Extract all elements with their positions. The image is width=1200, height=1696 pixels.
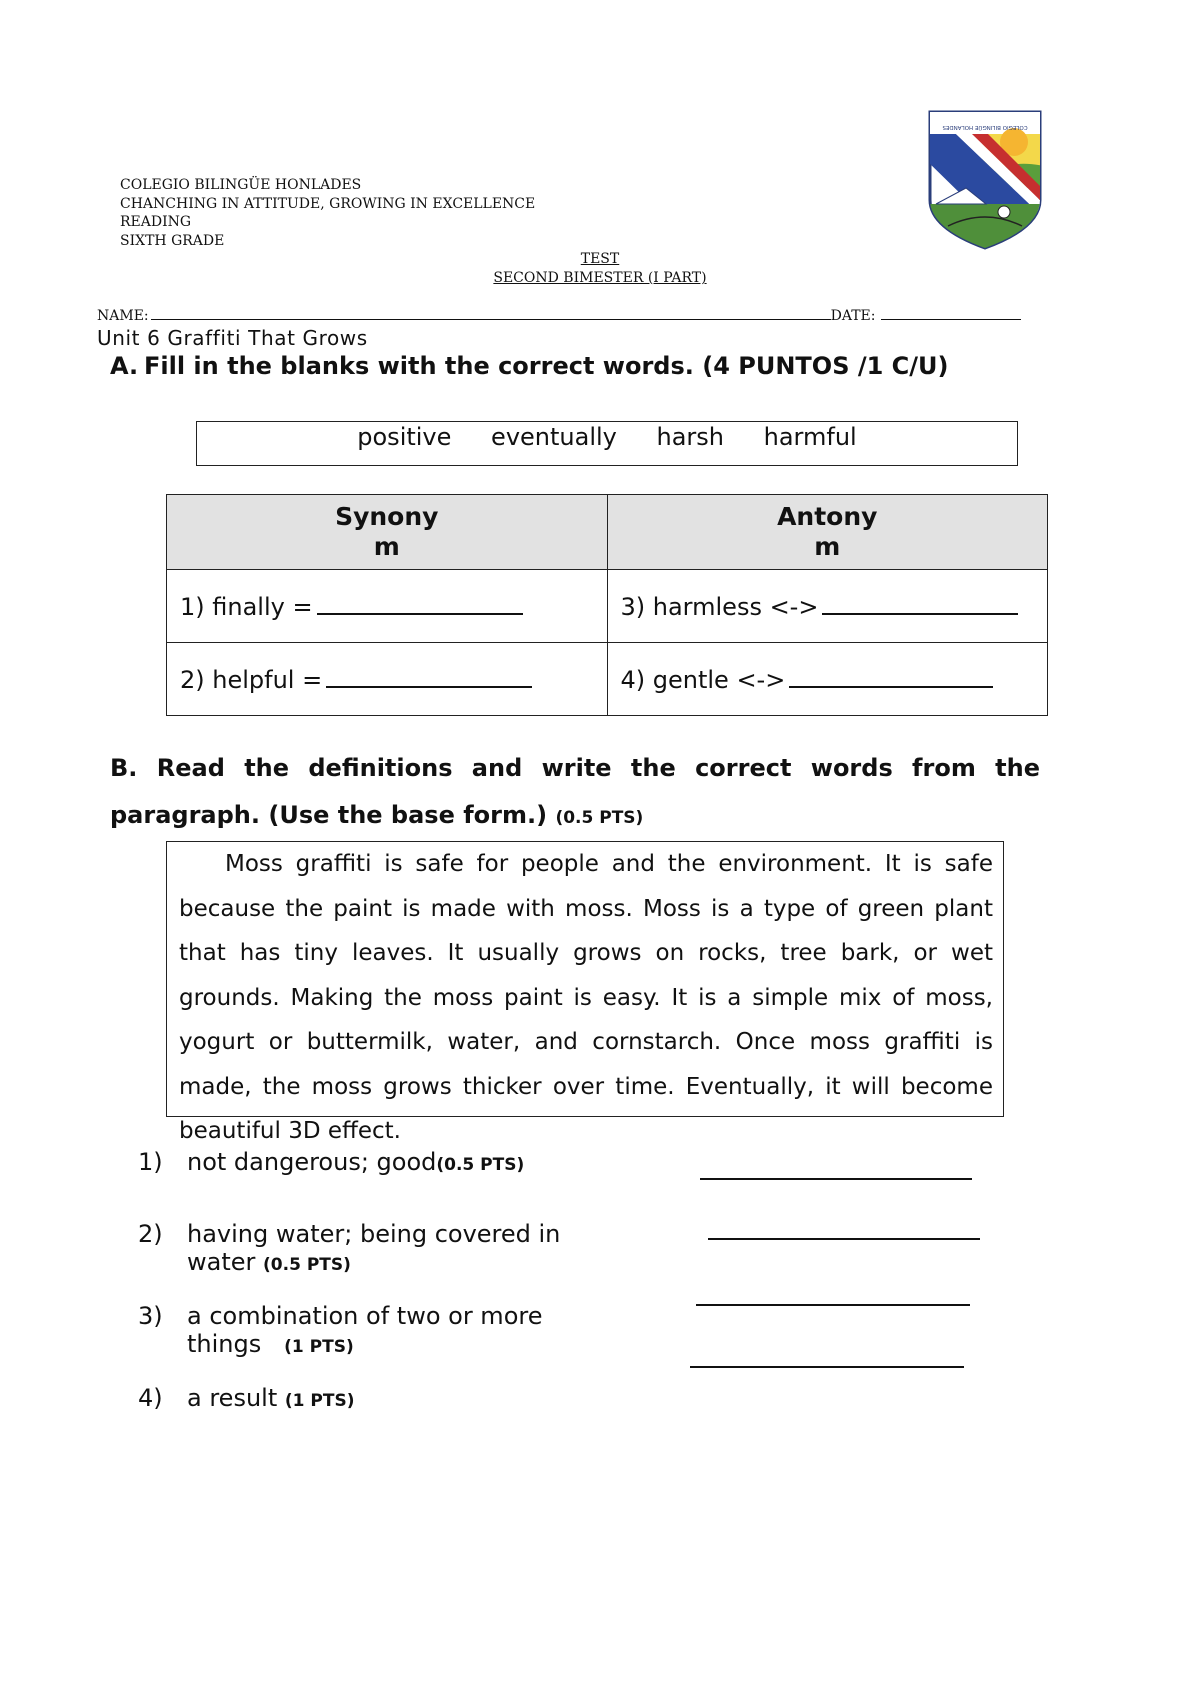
synonym-antonym-table bbox=[166, 494, 1048, 716]
table-cell: 1) finally = bbox=[167, 570, 608, 643]
date-label: DATE: bbox=[830, 308, 876, 324]
answer-line[interactable] bbox=[696, 1304, 970, 1306]
school-motto: CHANCHING IN ATTITUDE, GROWING IN EXCELLENCE bbox=[120, 195, 536, 212]
test-title: TEST bbox=[580, 251, 620, 267]
question-text: not dangerous; good(0.5 PTS) bbox=[187, 1148, 525, 1176]
reading-passage bbox=[166, 841, 1004, 1144]
answer-line[interactable] bbox=[708, 1238, 980, 1240]
question-number: 1) bbox=[138, 1148, 163, 1176]
section-b-heading bbox=[110, 745, 1040, 842]
section-b-instruction: B. Read the definitions and write the correct words from the paragraph. (Use the base form.) bbox=[110, 754, 1040, 829]
test-title-block bbox=[0, 250, 1200, 288]
test-subtitle: SECOND BIMESTER (I PART) bbox=[493, 270, 707, 286]
unit-title: Unit 6 Graffiti That Grows bbox=[97, 326, 368, 350]
word-bank-item: harsh bbox=[656, 423, 724, 451]
table-cell: 3) harmless <-> bbox=[607, 570, 1048, 643]
word-bank-item: positive bbox=[357, 423, 452, 451]
table-header-antonym: Antonym bbox=[607, 495, 1048, 570]
table-cell: 4) gentle <-> bbox=[607, 643, 1048, 716]
question-text: having water; being covered in water (0.5 PTS) bbox=[187, 1220, 561, 1276]
subject-label: READING bbox=[120, 214, 192, 230]
answer-blank[interactable] bbox=[822, 591, 1018, 615]
name-label: NAME: bbox=[97, 308, 149, 324]
section-a-heading bbox=[110, 352, 949, 380]
section-a-letter: A. bbox=[110, 352, 139, 380]
school-name: COLEGIO BILINGÜE HONLADES bbox=[120, 177, 362, 193]
question-points: (1 PTS) bbox=[284, 1391, 355, 1411]
word-bank-item: harmful bbox=[763, 423, 857, 451]
word-bank bbox=[196, 421, 1018, 466]
question-number: 3) bbox=[138, 1302, 163, 1330]
school-header bbox=[120, 176, 535, 250]
section-b-points: (0.5 PTS) bbox=[555, 808, 644, 828]
passage-text: Moss graffiti is safe for people and the environment. It is safe because the paint is made with moss. Moss is a type of green plant that has tiny leaves. It usually grows on rocks, tree bark, or wet grounds. Making the moss paint is easy. It is a simple mix of moss, yogurt or buttermilk, water, and cornstarch. Once moss graffiti is made, the moss grows thicker over time. Eventually, it will become beautiful 3D effect. bbox=[179, 851, 993, 1144]
table-header-synonym: Synonym bbox=[167, 495, 608, 570]
question-points: (0.5 PTS) bbox=[263, 1255, 351, 1275]
section-a-instruction: Fill in the blanks with the correct words. (4 PUNTOS /1 C/U) bbox=[144, 352, 949, 380]
date-field[interactable] bbox=[881, 306, 1021, 320]
crest-text: COLEGIO BILINGÜE HOLANDES bbox=[942, 124, 1028, 130]
question-points: (1 PTS) bbox=[284, 1337, 354, 1357]
answer-blank[interactable] bbox=[326, 664, 532, 688]
grade-label: SIXTH GRADE bbox=[120, 232, 225, 249]
school-crest-logo bbox=[926, 108, 1044, 250]
answer-line[interactable] bbox=[690, 1366, 964, 1368]
question-text: a combination of two or more things (1 PTS) bbox=[187, 1302, 543, 1358]
name-field[interactable] bbox=[151, 306, 831, 320]
answer-blank[interactable] bbox=[789, 664, 993, 688]
answer-line[interactable] bbox=[700, 1178, 972, 1180]
question-number: 2) bbox=[138, 1220, 163, 1248]
table-row bbox=[167, 570, 1048, 643]
question-number: 4) bbox=[138, 1384, 163, 1412]
answer-blank[interactable] bbox=[317, 591, 523, 615]
question-text: a result (1 PTS) bbox=[187, 1384, 355, 1412]
question-points: (0.5 PTS) bbox=[436, 1155, 525, 1175]
name-date-row bbox=[97, 306, 1021, 324]
word-bank-item: eventually bbox=[491, 423, 617, 451]
table-cell: 2) helpful = bbox=[167, 643, 608, 716]
table-row bbox=[167, 643, 1048, 716]
